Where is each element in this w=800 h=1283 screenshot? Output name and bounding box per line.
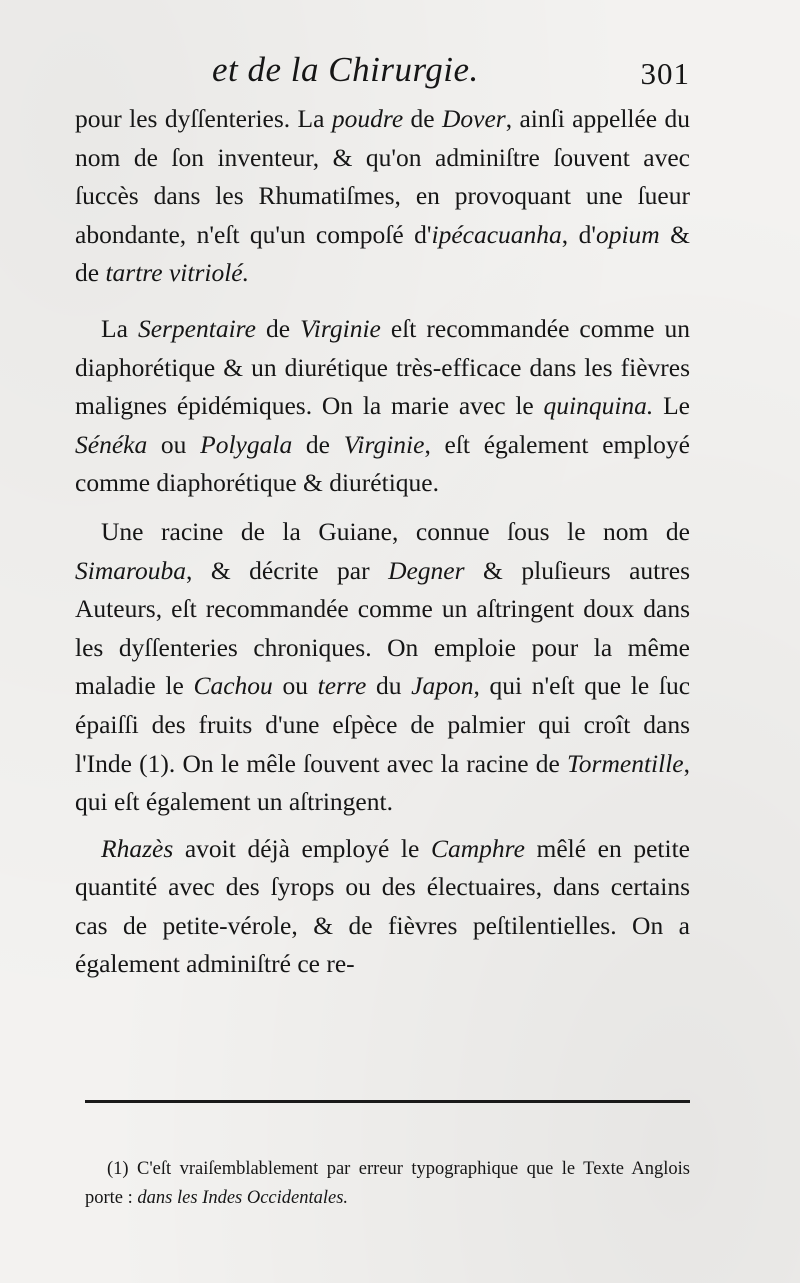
italic-text-run: Simarouba [75, 555, 186, 585]
page-header [70, 50, 690, 100]
text-run: avoit déjà employé le [173, 833, 431, 863]
italic-text-run: Japon [411, 671, 474, 701]
italic-text-run: Camphre [430, 833, 525, 863]
italic-text-run: opium [595, 219, 660, 249]
text-run: eſt recommandée comme un diaphorétique & un diurétique très-efficace dans les fièvres malignes épidémiques. On la marie avec le [75, 313, 691, 421]
text-run: , qui n'eſt que le ſuc épaiſſi des fruits d'une eſpèce de palmier qui croît dans l'Inde (1). On le mêle ſouvent avec la racine de [75, 671, 691, 778]
text-run: ou [272, 671, 318, 701]
italic-text-run: Tormentille [566, 748, 684, 778]
italic-text-run: Polygala [200, 429, 293, 459]
text-run: , eſt également employé comme diaphorétique & diurétique. [75, 429, 690, 498]
paragraph-serpentaire [75, 310, 690, 503]
paragraph-camphre [75, 830, 690, 984]
italic-text-run: quinquina. [543, 391, 654, 421]
page-number: 301 [640, 56, 690, 91]
text-run: , & décrite par [185, 555, 389, 585]
text-run: , d' [561, 219, 596, 249]
text-run: & de [75, 219, 690, 288]
footnote [85, 1155, 690, 1213]
italic-text-run: poudre [331, 104, 404, 133]
text-run: du [366, 671, 412, 701]
text-run: La [101, 313, 138, 343]
paragraph-dover-powder [75, 100, 690, 293]
text-run: & pluſieurs autres Auteurs, eſt recommandée comme un aſtringent doux dans les dyſſenteries chroniques. On emploie pour la même maladie le [75, 555, 690, 701]
italic-text-run: Degner [388, 555, 465, 585]
text-run: de [403, 104, 442, 133]
text-run: Une racine de la Guiane, connue ſous le nom de [101, 516, 690, 546]
italic-text-run: Virginie [343, 429, 425, 459]
italic-text-run: Virginie [300, 313, 381, 343]
running-title: et de la Chirurgie. [212, 50, 479, 89]
body-text [75, 100, 690, 984]
text-run: , qui eſt également un aſtringent. [75, 748, 690, 817]
paragraph-simarouba [75, 513, 690, 822]
italic-text-run: terre [317, 671, 367, 701]
text-run: Le [653, 391, 690, 421]
footnote-rule [85, 1100, 690, 1103]
text-run: de [255, 313, 301, 343]
text-run: de [292, 429, 344, 459]
italic-text-run: Cachou [193, 671, 273, 701]
italic-text-run: Sénéka [75, 429, 148, 459]
italic-text-run: Serpentaire [137, 313, 256, 343]
text-run: mêlé en petite quantité avec des ſyrops ou des électuaires, dans certains cas de petite-vérole, & de fièvres peſtilentielles. On a également adminiſtré ce re- [75, 833, 690, 979]
text-run: (1) C'eſt vraiſemblablement par erreur typographique que le Texte Anglois porte : [85, 1158, 690, 1208]
italic-text-run: ipécacuanha [431, 219, 562, 249]
italic-text-run: dans les Indes Occidentales. [137, 1187, 349, 1208]
italic-text-run: tartre vitriolé. [105, 258, 249, 288]
italic-text-run: Rhazès [101, 833, 174, 863]
italic-text-run: Dover [441, 104, 506, 133]
text-run: pour les dyſſenteries. La [75, 104, 332, 133]
text-run: , ainſi appellée du nom de ſon inventeur, & qu'on adminiſtre ſouvent avec ſuccès dans les Rhumatiſmes, en provoquant une ſueur abondante, n'eſt qu'un compoſé d' [75, 104, 691, 249]
text-run: ou [147, 429, 201, 459]
